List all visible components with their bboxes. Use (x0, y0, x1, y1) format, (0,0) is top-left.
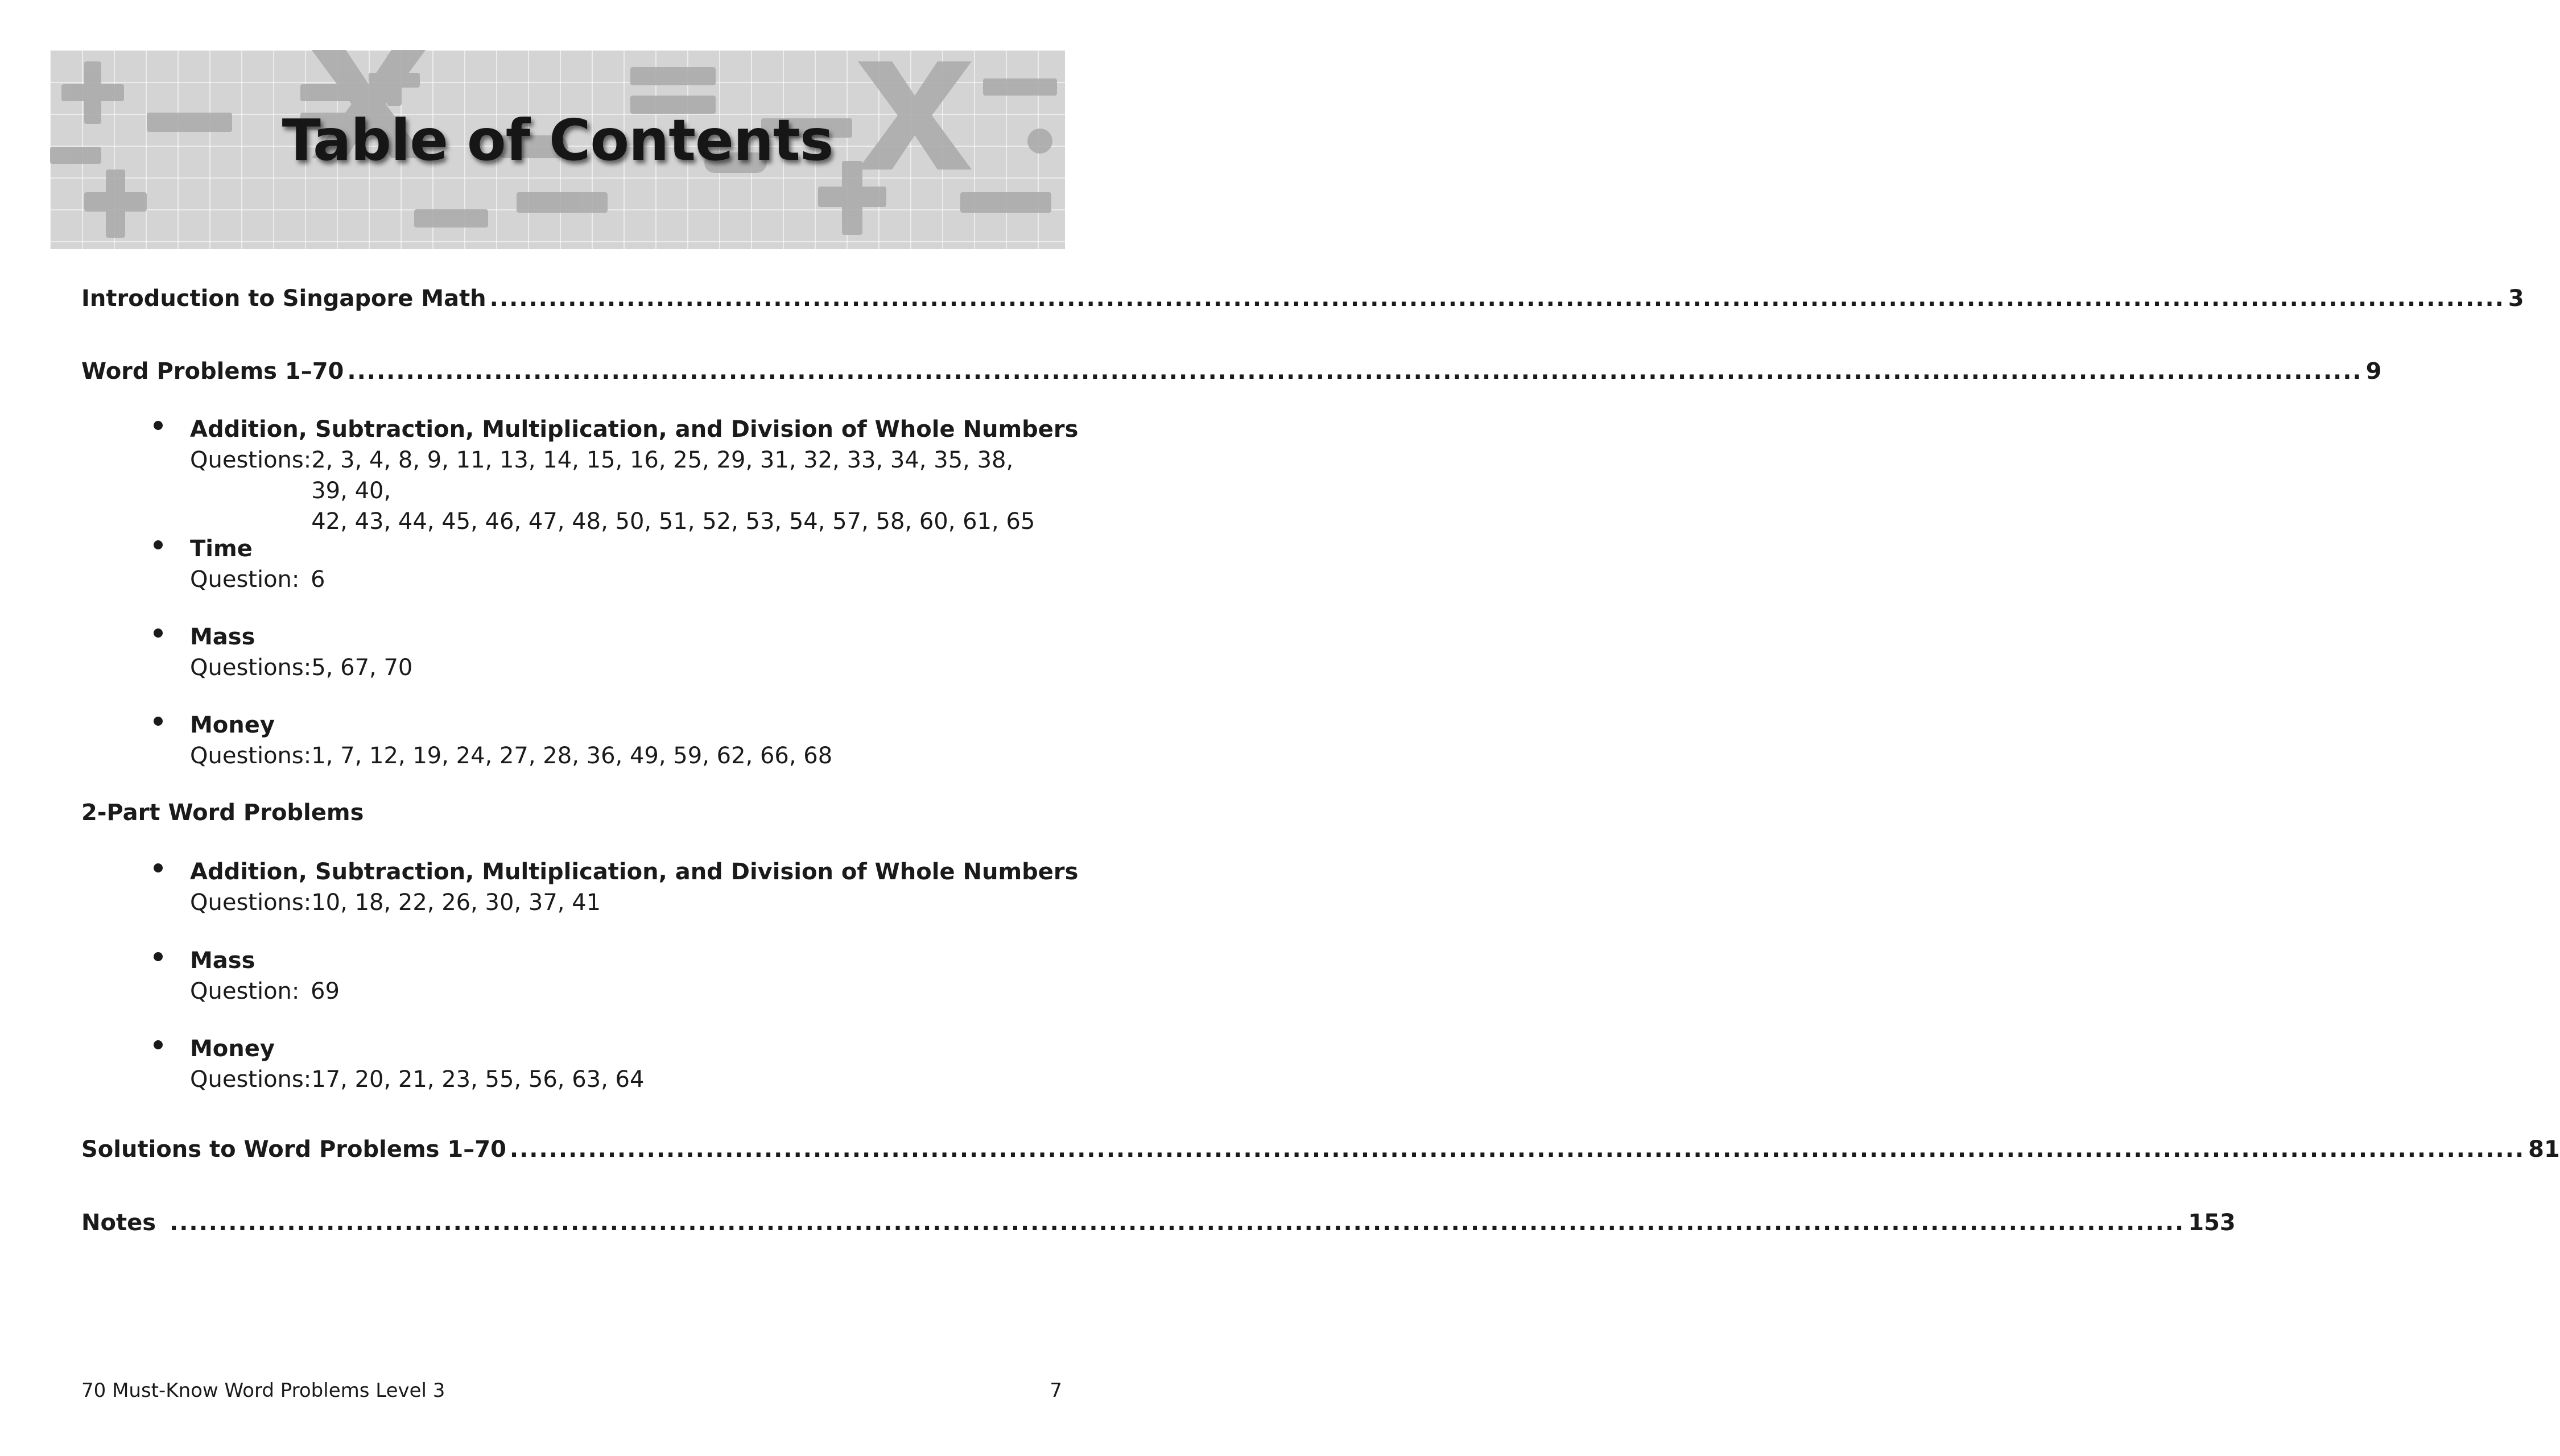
bullet-icon (154, 421, 163, 430)
topic-mass (154, 622, 1041, 683)
topic-whole-numbers (154, 414, 1079, 537)
question-label: Question: (190, 978, 300, 1004)
topic-title: Money (190, 1036, 275, 1062)
question-label: Questions: (190, 890, 312, 916)
topic-title: Time (190, 536, 253, 562)
question-numbers: 6 (311, 566, 325, 593)
question-list (190, 976, 1041, 1007)
question-list (190, 445, 1041, 537)
question-numbers: 5, 67, 70 (311, 655, 413, 681)
question-numbers (311, 445, 1041, 537)
dot-leader: .............................................................................................................................................................................................................. (347, 358, 2363, 384)
bullet-icon (154, 628, 163, 638)
topic-title: Mass (190, 948, 255, 974)
bullet-icon (154, 863, 163, 872)
bullet-icon (154, 717, 163, 726)
topic-title: Addition, Subtraction, Multiplication, and Division of Whole Numbers (190, 859, 1079, 885)
toc-page-number: 153 (2188, 1210, 2236, 1236)
topic-two-part-mass (154, 945, 1041, 1007)
topic-title: Addition, Subtraction, Multiplication, and Division of Whole Numbers (190, 416, 1079, 442)
toc-entry-label: Introduction to Singapore Math (81, 286, 486, 312)
page-title: Table of Contents (282, 107, 833, 173)
question-line: 42, 43, 44, 45, 46, 47, 48, 50, 51, 52, 53, 54, 57, 58, 60, 61, 65 (311, 508, 1035, 535)
dot-leader: .............................................................................................................................................................................................................. (170, 1210, 2185, 1236)
toc-entry-introduction[interactable] (81, 286, 2524, 312)
question-list (190, 741, 1041, 771)
topic-two-part-money (154, 1033, 1041, 1095)
footer-book-title: 70 Must-Know Word Problems Level 3 (81, 1379, 445, 1402)
topic-time (154, 533, 1041, 595)
question-list (190, 1064, 1041, 1095)
bullet-icon (154, 952, 163, 961)
question-label: Questions: (190, 1066, 312, 1093)
topic-two-part-whole-numbers (154, 857, 1079, 918)
question-label: Questions: (190, 743, 312, 769)
header-banner (50, 50, 1065, 249)
question-line: 2, 3, 4, 8, 9, 11, 13, 14, 15, 16, 25, 29, 31, 32, 33, 34, 35, 38, 39, 40, (311, 447, 1014, 504)
dot-leader: .............................................................................................................................................................................................................. (509, 1136, 2525, 1163)
topic-money (154, 710, 1041, 771)
bullet-icon (154, 540, 163, 549)
toc-entry-label: Notes (81, 1210, 156, 1236)
topic-title: Mass (190, 624, 255, 650)
question-numbers: 69 (311, 978, 340, 1004)
footer-page-number: 7 (1050, 1379, 1062, 1402)
toc-entry-word-problems[interactable] (81, 358, 2382, 384)
toc-entry-solutions[interactable] (81, 1136, 2560, 1163)
dot-leader: .............................................................................................................................................................................................................. (489, 286, 2505, 312)
question-numbers: 10, 18, 22, 26, 30, 37, 41 (311, 890, 601, 916)
toc-page-number: 9 (2365, 358, 2382, 384)
toc-entry-notes[interactable] (81, 1210, 2236, 1236)
question-list (190, 652, 1041, 683)
question-numbers: 17, 20, 21, 23, 55, 56, 63, 64 (311, 1066, 645, 1093)
toc-page-number: 81 (2528, 1136, 2560, 1163)
question-numbers: 1, 7, 12, 19, 24, 27, 28, 36, 49, 59, 62, 66, 68 (311, 743, 833, 769)
toc-entry-label: Word Problems 1–70 (81, 358, 344, 384)
question-list (190, 564, 1041, 595)
question-label: Question: (190, 566, 300, 593)
section-heading-two-part[interactable]: 2-Part Word Problems (81, 800, 364, 826)
question-label: Questions: (190, 655, 312, 681)
question-label: Questions: (190, 447, 312, 473)
toc-page-number: 3 (2508, 286, 2524, 312)
bullet-icon (154, 1040, 163, 1049)
topic-title: Money (190, 712, 275, 738)
toc-entry-label: Solutions to Word Problems 1–70 (81, 1136, 506, 1163)
question-list (190, 887, 1041, 918)
